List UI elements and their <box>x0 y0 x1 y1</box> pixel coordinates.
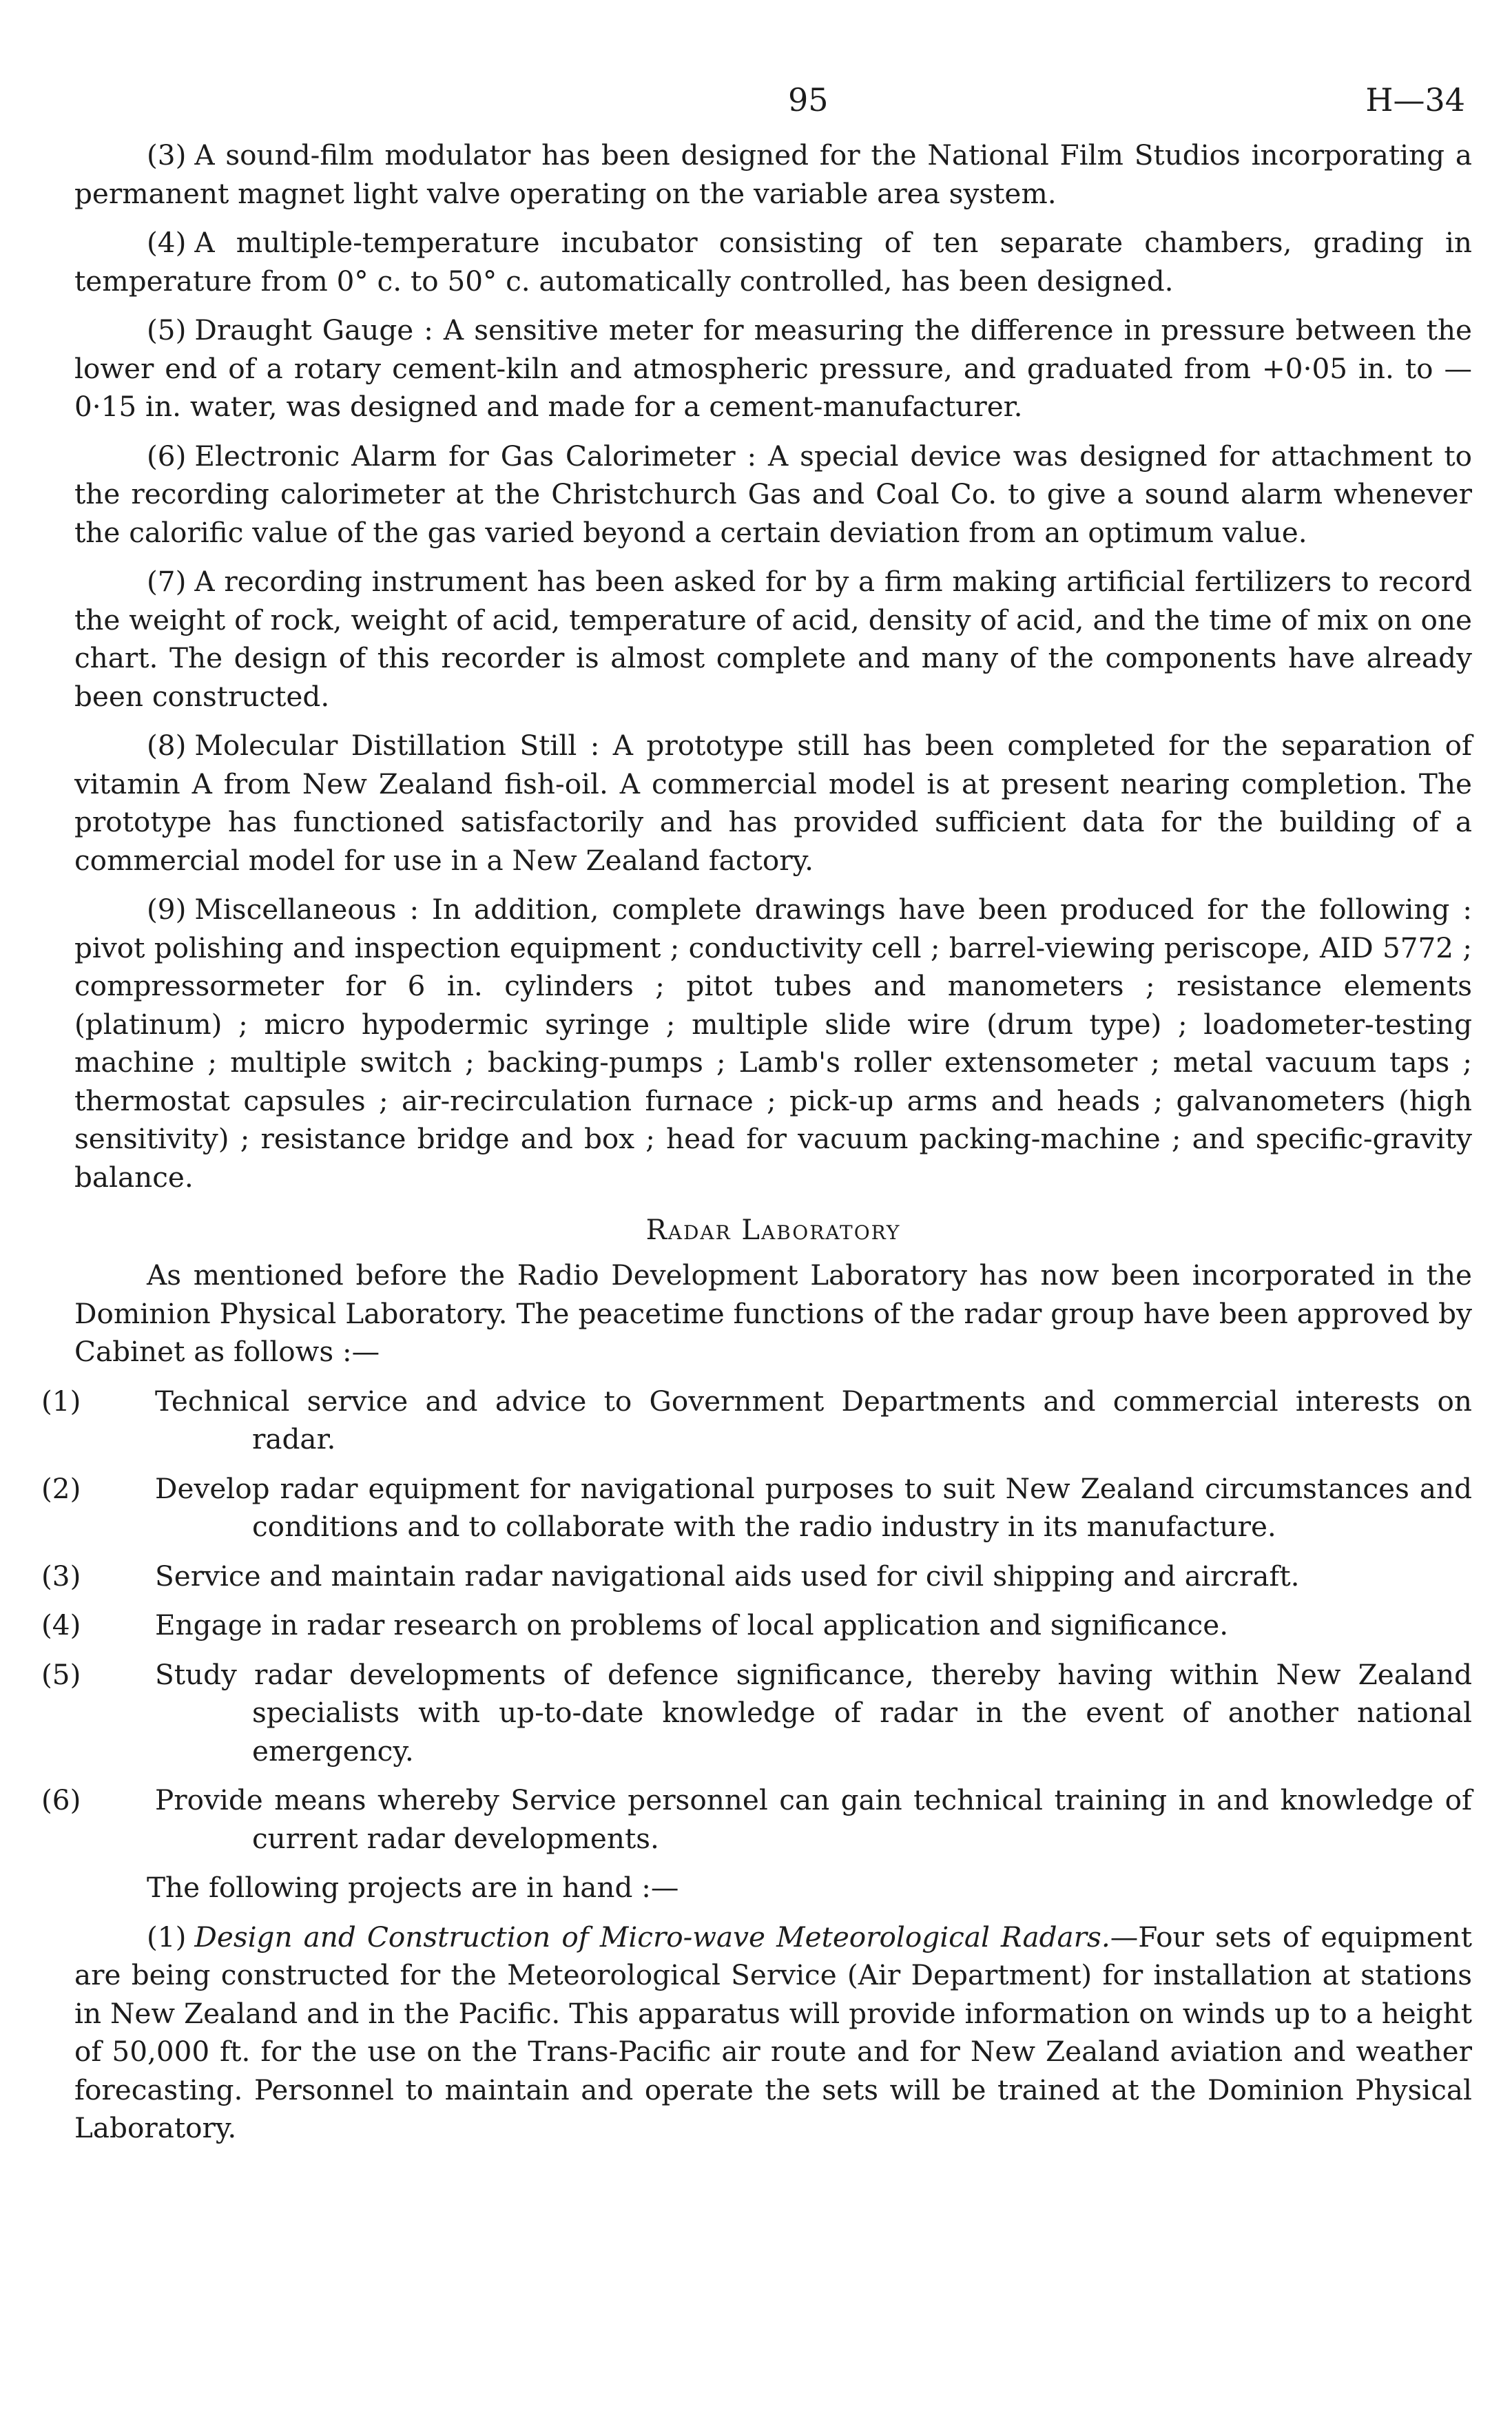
list-item-text: Provide means whereby Service personnel can gain technical training in and knowledge of current radar developments. <box>155 1783 1472 1855</box>
paragraph-9 <box>74 891 1472 1196</box>
page-header <box>74 81 1472 136</box>
paragraph-number: (6) <box>147 439 187 473</box>
paragraph-4 <box>74 224 1472 300</box>
page-number: 95 <box>788 81 829 118</box>
list-item: (2) Develop radar equipment for navigational purposes to suit New Zealand circumstances and conditions and to collaborate with the radio industry in its manufacture. <box>41 1471 1472 1543</box>
list-item-text: Service and maintain radar navigational aids used for civil shipping and aircraft. <box>155 1559 1300 1593</box>
paragraph-5 <box>74 311 1472 426</box>
paragraph-7 <box>74 563 1472 716</box>
list-item: (3) Service and maintain radar navigational aids used for civil shipping and aircraft. <box>41 1559 1300 1593</box>
list-item: (1) Technical service and advice to Government Departments and commercial interests on radar. <box>41 1384 1472 1455</box>
paragraph-text: —Four sets of equipment are being constructed for the Meteorological Service (Air Department) for installation at stations in New Zealand and in the Pacific. This apparatus will provide information on winds up to a height of 50,000 ft. for the use on the Trans-Pacific air route and for New Zealand aviation and weather forecasting. Personnel to maintain and operate the sets will be trained at the Dominion Physical Laboratory. <box>74 1920 1472 2144</box>
paragraph-number: (1) <box>147 1920 187 1954</box>
paragraph-text: A multiple-temperature incubator consisting of ten separate chambers, grading in temperature from 0° c. to 50° c. automatically controlled, has been designed. <box>74 226 1472 298</box>
paragraph-text: Electronic Alarm for Gas Calorimeter : A special device was designed for attachment to the recording calorimeter at the Christchurch Gas and Coal Co. to give a sound alarm whenever the calorific value of the gas varied beyond a certain deviation from an optimum value. <box>74 439 1472 549</box>
list-item-text: Technical service and advice to Government Departments and commercial interests on radar. <box>155 1384 1472 1455</box>
paragraph-3 <box>74 136 1472 213</box>
paragraph-number: (4) <box>147 226 187 259</box>
paragraph-number: (7) <box>147 565 187 598</box>
list-item-text: Study radar developments of defence significance, thereby having within New Zealand specialists with up-to-date knowledge of radar in the event of another national emergency. <box>155 1657 1472 1768</box>
projects-intro-paragraph: The following projects are in hand :— <box>147 1871 679 1904</box>
project-title: Design and Construction of Micro-wave Meteorological Radars. <box>194 1920 1110 1954</box>
paragraph-number: (8) <box>147 729 187 762</box>
paragraph-text: A sound-film modulator has been designed for the National Film Studios incorporating a permanent magnet light valve operating on the variable area system. <box>74 138 1472 210</box>
paragraph-6 <box>74 437 1472 552</box>
project-1-paragraph <box>74 1918 1472 2148</box>
section-heading-radar-laboratory: Radar Laboratory <box>645 1214 901 1246</box>
list-item-text: Engage in radar research on problems of local application and significance. <box>155 1608 1229 1641</box>
paragraph-text: Draught Gauge : A sensitive meter for measuring the difference in pressure between the lower end of a rotary cement-kiln and atmospheric pressure, and graduated from +0·05 in. to —0·15 in. water, was designed and made for a cement-manufacturer. <box>74 313 1472 423</box>
paragraph-number: (9) <box>147 893 187 926</box>
list-item-text: Develop radar equipment for navigational purposes to suit New Zealand circumstances and conditions and to collaborate with the radio industry in its manufacture. <box>155 1471 1472 1543</box>
paragraph-number: (5) <box>147 313 187 346</box>
paragraph-number: (3) <box>147 138 187 172</box>
paragraph-text: Miscellaneous : In addition, complete drawings have been produced for the following : pivot polishing and inspection equipment ; conductivity cell ; barrel-viewing periscope, AID 5772 ; compressormeter for 6 in. cylinders ; pitot tubes and manometers ; resistance elements (platinum) ; micro hypodermic syringe ; multiple slide wire (drum type) ; loadometer-testing machine ; multiple switch ; backing-pumps ; Lamb's roller extensometer ; metal vacuum taps ; thermostat capsules ; air-recirculation furnace ; pick-up arms and heads ; galvanometers (high sensitivity) ; resistance bridge and box ; head for vacuum packing-machine ; and specific-gravity balance. <box>74 893 1472 1194</box>
paragraph-text: Molecular Distillation Still : A prototype still has been completed for the separation of vitamin A from New Zealand fish-oil. A commercial model is at present nearing completion. The prototype has functioned satisfactorily and has provided sufficient data for the building of a commercial model for use in a New Zealand factory. <box>74 729 1472 877</box>
list-item: (6) Provide means whereby Service personnel can gain technical training in and knowledge of current radar developments. <box>41 1783 1472 1855</box>
document-code: H—34 <box>1365 81 1465 118</box>
radar-functions-list <box>41 1382 1472 1858</box>
list-item: (5) Study radar developments of defence significance, thereby having within New Zealand specialists with up-to-date knowledge of radar in the event of another national emergency. <box>41 1657 1472 1768</box>
paragraph-text: A recording instrument has been asked for by a firm making artificial fertilizers to record the weight of rock, weight of acid, temperature of acid, density of acid, and the time of mix on one chart. The design of this recorder is almost complete and many of the components have already been constructed. <box>74 565 1472 713</box>
paragraph-8 <box>74 727 1472 880</box>
radar-intro-paragraph: As mentioned before the Radio Development Laboratory has now been incorporated in the Dominion Physical Laboratory. The peacetime functions of the radar group have been approved by Cabinet as follows :— <box>74 1258 1472 1368</box>
list-item: (4) Engage in radar research on problems of local application and significance. <box>41 1608 1229 1641</box>
